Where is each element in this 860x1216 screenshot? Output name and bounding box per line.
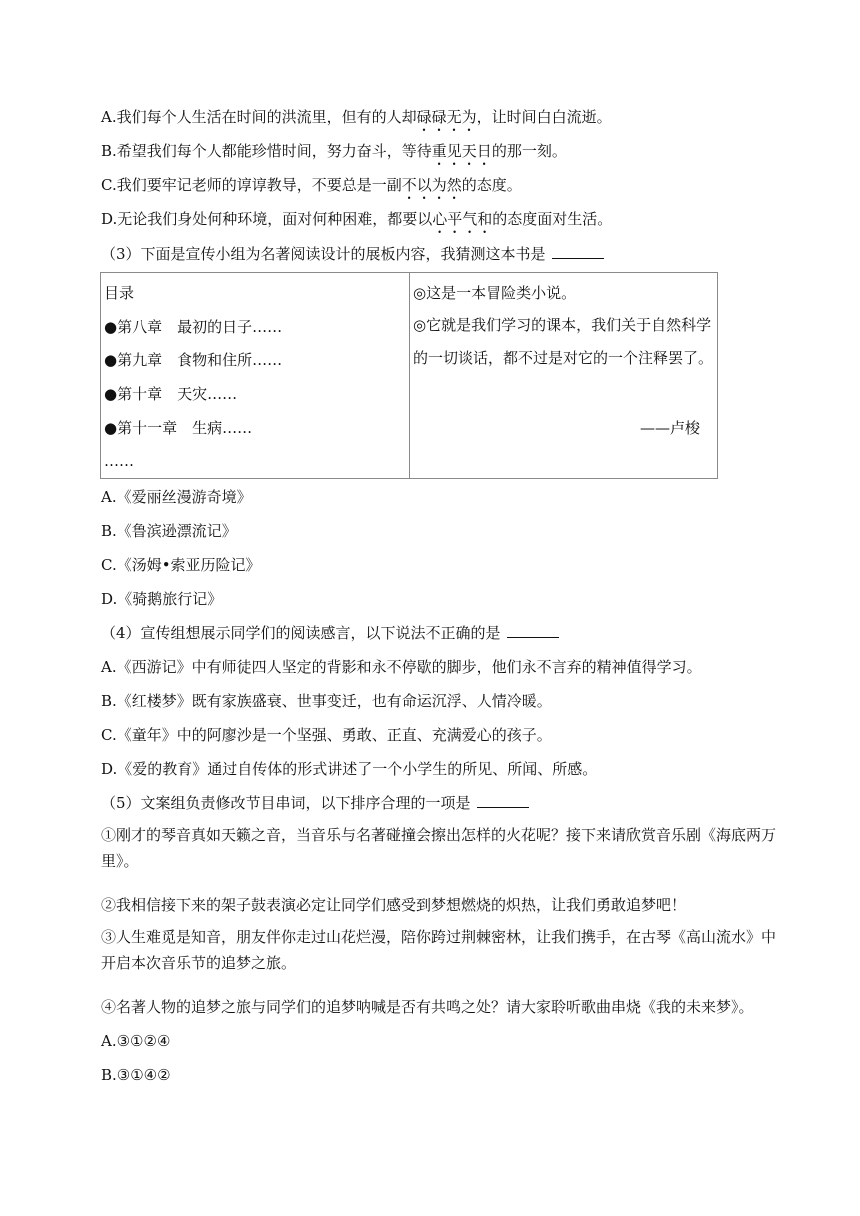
answer-blank[interactable] — [507, 623, 559, 638]
answer-blank[interactable] — [477, 793, 529, 808]
option-d: D.《爱的教育》通过自传体的形式讲述了一个小学生的所见、所闻、所感。 — [101, 760, 598, 778]
option-text: D.无论我们身处何种环境，面对何种困难，都要以 — [101, 210, 433, 228]
question-text: （4）宣传组想展示同学们的阅读感言，以下说法不正确的是 — [101, 624, 501, 642]
option-a: A.③①②④ — [101, 1032, 171, 1050]
quote-signature: ——卢梭 — [640, 419, 701, 437]
answer-blank[interactable] — [552, 244, 604, 259]
option-d: D.《骑鹅旅行记》 — [101, 590, 223, 608]
board-contents-cell — [101, 273, 410, 479]
emphasized-phrase: 碌碌无为 — [416, 108, 477, 126]
option-b: B.《红楼梦》既有家族盛衰、世事变迁，也有命运沉浮、人情冷暖。 — [101, 692, 552, 710]
option-text: 的那一刻。 — [491, 142, 567, 160]
sequence-item-3: ③人生难觅是知音，朋友伴你走过山花烂漫，陪你跨过荆棘密林，让我们携手，在古琴《高山流水》中开启本次音乐节的追梦之旅。 — [101, 928, 777, 972]
question-text: （3）下面是宣传小组为名著阅读设计的展板内容，我猜测这本书是 — [101, 245, 546, 263]
option-b — [101, 141, 567, 169]
option-text: C.我们要牢记老师的谆谆教导，不要总是一副 — [101, 176, 402, 194]
emphasized-phrase: 不以为然 — [401, 176, 462, 194]
question-4-stem — [101, 623, 559, 643]
board-notes-cell — [410, 273, 718, 479]
option-b: B.《鲁滨逊漂流记》 — [101, 522, 237, 540]
option-text: A.我们每个人生活在时间的洪流里，但有的人却 — [101, 108, 417, 126]
option-text: B.希望我们每个人都能珍惜时间，努力奋斗，等待 — [101, 142, 432, 160]
option-text: 的态度面对生活。 — [492, 210, 613, 228]
question-text: （5）文案组负责修改节目串词，以下排序合理的一项是 — [101, 794, 471, 812]
contents-title: 目录 — [104, 284, 135, 302]
exhibit-board — [100, 272, 718, 479]
sequence-item-1: ①刚才的琴音真如天籁之音，当音乐与名著碰撞会擦出怎样的火花呢？接下来请欣赏音乐剧《海底两万里》。 — [101, 826, 777, 870]
option-c: C.《童年》中的阿廖沙是一个坚强、勇敢、正直、充满爱心的孩子。 — [101, 726, 552, 744]
emphasized-phrase: 重见天日 — [431, 142, 492, 160]
chapter-item: ●第十一章 生病…… — [104, 419, 253, 437]
question-3-stem — [101, 244, 604, 264]
option-a: A.《爱丽丝漫游奇境》 — [101, 488, 252, 506]
option-c: C.《汤姆•索亚历险记》 — [101, 556, 261, 574]
option-a — [101, 107, 612, 135]
sequence-item-4: ④名著人物的追梦之旅与同学们的追梦呐喊是否有共鸣之处？请大家聆听歌曲串烧《我的未来梦》。 — [101, 998, 754, 1016]
option-d — [101, 209, 612, 237]
chapter-item: …… — [104, 452, 134, 470]
option-text: ，让时间白白流逝。 — [476, 108, 612, 126]
option-c — [101, 175, 522, 203]
emphasized-phrase: 心平气和 — [432, 210, 493, 228]
board-note: ◎这是一本冒险类小说。 — [413, 284, 577, 302]
chapter-item: ●第八章 最初的日子…… — [104, 318, 283, 336]
option-b: B.③①④② — [101, 1066, 171, 1084]
chapter-item: ●第九章 食物和住所…… — [104, 351, 283, 369]
question-5-stem — [101, 793, 529, 813]
board-quote: ◎它就是我们学习的课本，我们关于自然科学的一切谈话，都不过是对它的一个注释罢了。 — [413, 316, 714, 367]
sequence-item-2: ②我相信接下来的架子鼓表演必定让同学们感受到梦想燃烧的炽热，让我们勇敢追梦吧！ — [101, 896, 687, 914]
chapter-item: ●第十章 天灾…… — [104, 385, 238, 403]
option-a: A.《西游记》中有师徒四人坚定的背影和永不停歇的脚步，他们永不言弃的精神值得学习。 — [101, 658, 702, 676]
option-text: 的态度。 — [461, 176, 522, 194]
